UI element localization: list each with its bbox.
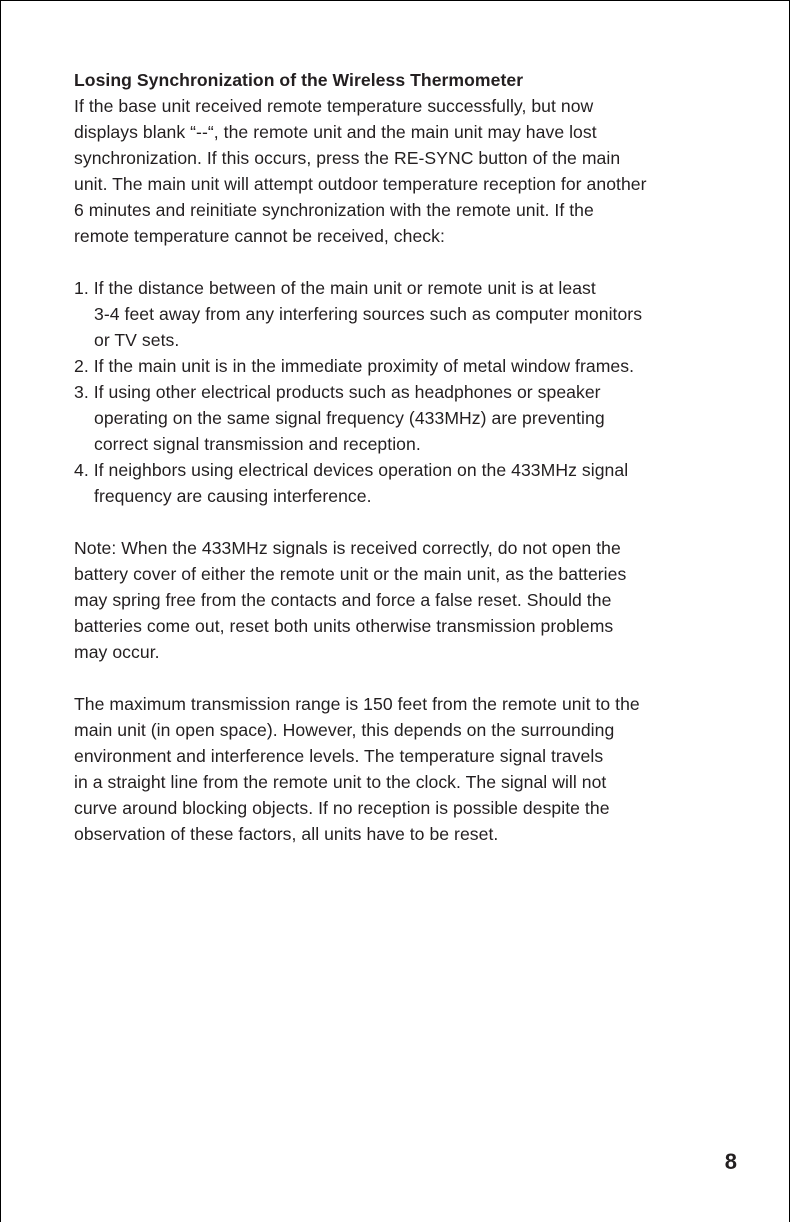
range-paragraph xyxy=(74,691,734,847)
list-item-4: 4. If neighbors using electrical devices operation on the 433MHz signal xyxy=(74,460,629,480)
list-item-3: 3. If using other electrical products such as headphones or speaker xyxy=(74,382,601,402)
intro-line: remote temperature cannot be received, check: xyxy=(74,226,445,246)
intro-paragraph xyxy=(74,93,734,249)
range-line: observation of these factors, all units have to be reset. xyxy=(74,824,499,844)
note-line: may spring free from the contacts and force a false reset. Should the xyxy=(74,590,612,610)
note-line: battery cover of either the remote unit or the main unit, as the batteries xyxy=(74,564,627,584)
note-paragraph xyxy=(74,535,734,665)
intro-line: synchronization. If this occurs, press the RE-SYNC button of the main xyxy=(74,148,621,168)
paragraph-gap xyxy=(74,509,734,535)
paragraph-gap xyxy=(74,665,734,691)
paragraph-gap xyxy=(74,249,734,275)
page-number: 8 xyxy=(724,1149,737,1174)
range-line: in a straight line from the remote unit to the clock. The signal will not xyxy=(74,772,607,792)
list-item-1-continuation: or TV sets. xyxy=(94,330,180,350)
list-item-3-continuation: correct signal transmission and reception. xyxy=(94,434,421,454)
list-item-1: 1. If the distance between of the main unit or remote unit is at least xyxy=(74,278,596,298)
section-heading: Losing Synchronization of the Wireless Thermometer xyxy=(74,70,524,90)
list-item-1-continuation: 3-4 feet away from any interfering sources such as computer monitors xyxy=(94,304,643,324)
page-content xyxy=(74,67,734,847)
intro-line: unit. The main unit will attempt outdoor temperature reception for another xyxy=(74,174,647,194)
range-line: curve around blocking objects. If no reception is possible despite the xyxy=(74,798,610,818)
intro-line: 6 minutes and reinitiate synchronization with the remote unit. If the xyxy=(74,200,594,220)
intro-line: If the base unit received remote temperature successfully, but now xyxy=(74,96,594,116)
range-line: The maximum transmission range is 150 feet from the remote unit to the xyxy=(74,694,640,714)
list-item-3-continuation: operating on the same signal frequency (433MHz) are preventing xyxy=(94,408,605,428)
note-line: may occur. xyxy=(74,642,160,662)
note-line: batteries come out, reset both units otherwise transmission problems xyxy=(74,616,614,636)
list-item-2: 2. If the main unit is in the immediate proximity of metal window frames. xyxy=(74,356,635,376)
list-item-4-continuation: frequency are causing interference. xyxy=(94,486,372,506)
checklist xyxy=(74,275,734,509)
range-line: main unit (in open space). However, this depends on the surrounding xyxy=(74,720,615,740)
note-line: Note: When the 433MHz signals is received correctly, do not open the xyxy=(74,538,621,558)
intro-line: displays blank “--“, the remote unit and the main unit may have lost xyxy=(74,122,597,142)
range-line: environment and interference levels. The temperature signal travels xyxy=(74,746,604,766)
